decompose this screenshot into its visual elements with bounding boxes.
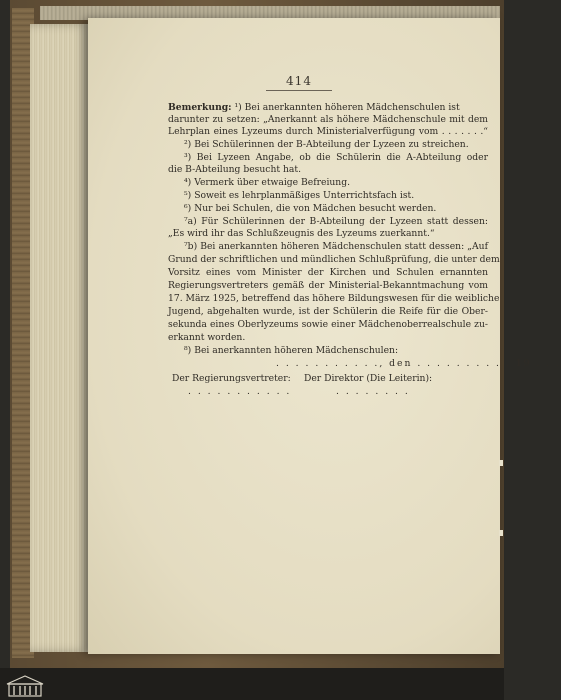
note-line-18: sekunda eines Oberlyzeums sowie einer Mädchenoberrealschule zu- [168, 319, 488, 330]
footer-bar [0, 668, 504, 700]
signature-label-director: Der Direktor (Die Leiterin): [304, 373, 433, 384]
note-heading: Bemerkung: [168, 102, 232, 113]
note-line-16: 17. März 1925, betreffend das höhere Bildungswesen für die weibliche [168, 293, 500, 304]
page-sheet [88, 18, 561, 654]
note-line-4: ²) Bei Schülerinnen der B-Abteilung der Lyzeen zu streichen. [184, 139, 469, 150]
note-line-9: ⁶) Nur bei Schulen, die von Mädchen besucht werden. [184, 203, 437, 214]
note-line-14: Vorsitz eines vom Minister der Kirchen und Schulen ernannten [168, 267, 488, 278]
note-line-7: ⁴) Vermerk über etwaige Befreiung. [184, 177, 351, 188]
page-number-underline [266, 90, 332, 91]
note-line-10: ⁷a) Für Schülerinnen der B-Abteilung der Lyzeen statt dessen: [184, 216, 488, 227]
note-line-3: Lehrplan eines Lyzeums durch Ministerialverfügung vom . . . . . . .“ [168, 126, 488, 137]
page-edge-marks [498, 460, 504, 540]
note-line-19: erkannt worden. [168, 332, 246, 343]
date-line: . . . . . . . . . . ., den . . . . . . . . . . 19 . . . [276, 358, 561, 369]
note-line-8: ⁵) Soweit es lehrplanmäßiges Unterrichtsfach ist. [184, 190, 415, 201]
note-line-1 [168, 102, 460, 114]
signature-label-government-representative: Der Regierungsvertreter: [172, 373, 291, 384]
page-number: 414 [286, 74, 312, 88]
page-stack-edges [30, 24, 90, 652]
library-building-logo [4, 674, 46, 698]
note-line-2: darunter zu setzen: „Anerkannt als höhere Mädchenschule mit dem [168, 114, 488, 125]
note-line-15: Regierungsvertreters gemäß der Ministerial-Bekanntmachung vom [168, 280, 488, 291]
note-line-5: ³) Bei Lyzeen Angabe, ob die Schülerin die A-Abteilung oder [184, 152, 488, 163]
note-line-17: Jugend, abgehalten wurde, ist der Schülerin die Reife für die Ober- [168, 306, 488, 317]
signature-dots-left: . . . . . . . . . . . [188, 386, 292, 397]
note-line-13: Grund der schriftlichen und mündlichen Schlußprüfung, die unter dem [168, 254, 500, 265]
note-line-20: ⁸) Bei anerkannten höheren Mädchenschulen: [184, 345, 399, 356]
note-line-6: die B-Abteilung besucht hat. [168, 164, 301, 175]
note-line-1-text: ¹) Bei anerkannten höheren Mädchenschulen ist [234, 102, 460, 113]
note-line-11: „Es wird ihr das Schlußzeugnis des Lyzeums zuerkannt.“ [168, 228, 435, 239]
signature-dots-right: . . . . . . . . [336, 386, 410, 397]
note-line-12: ⁷b) Bei anerkannten höheren Mädchenschulen statt dessen: „Auf [184, 241, 488, 252]
